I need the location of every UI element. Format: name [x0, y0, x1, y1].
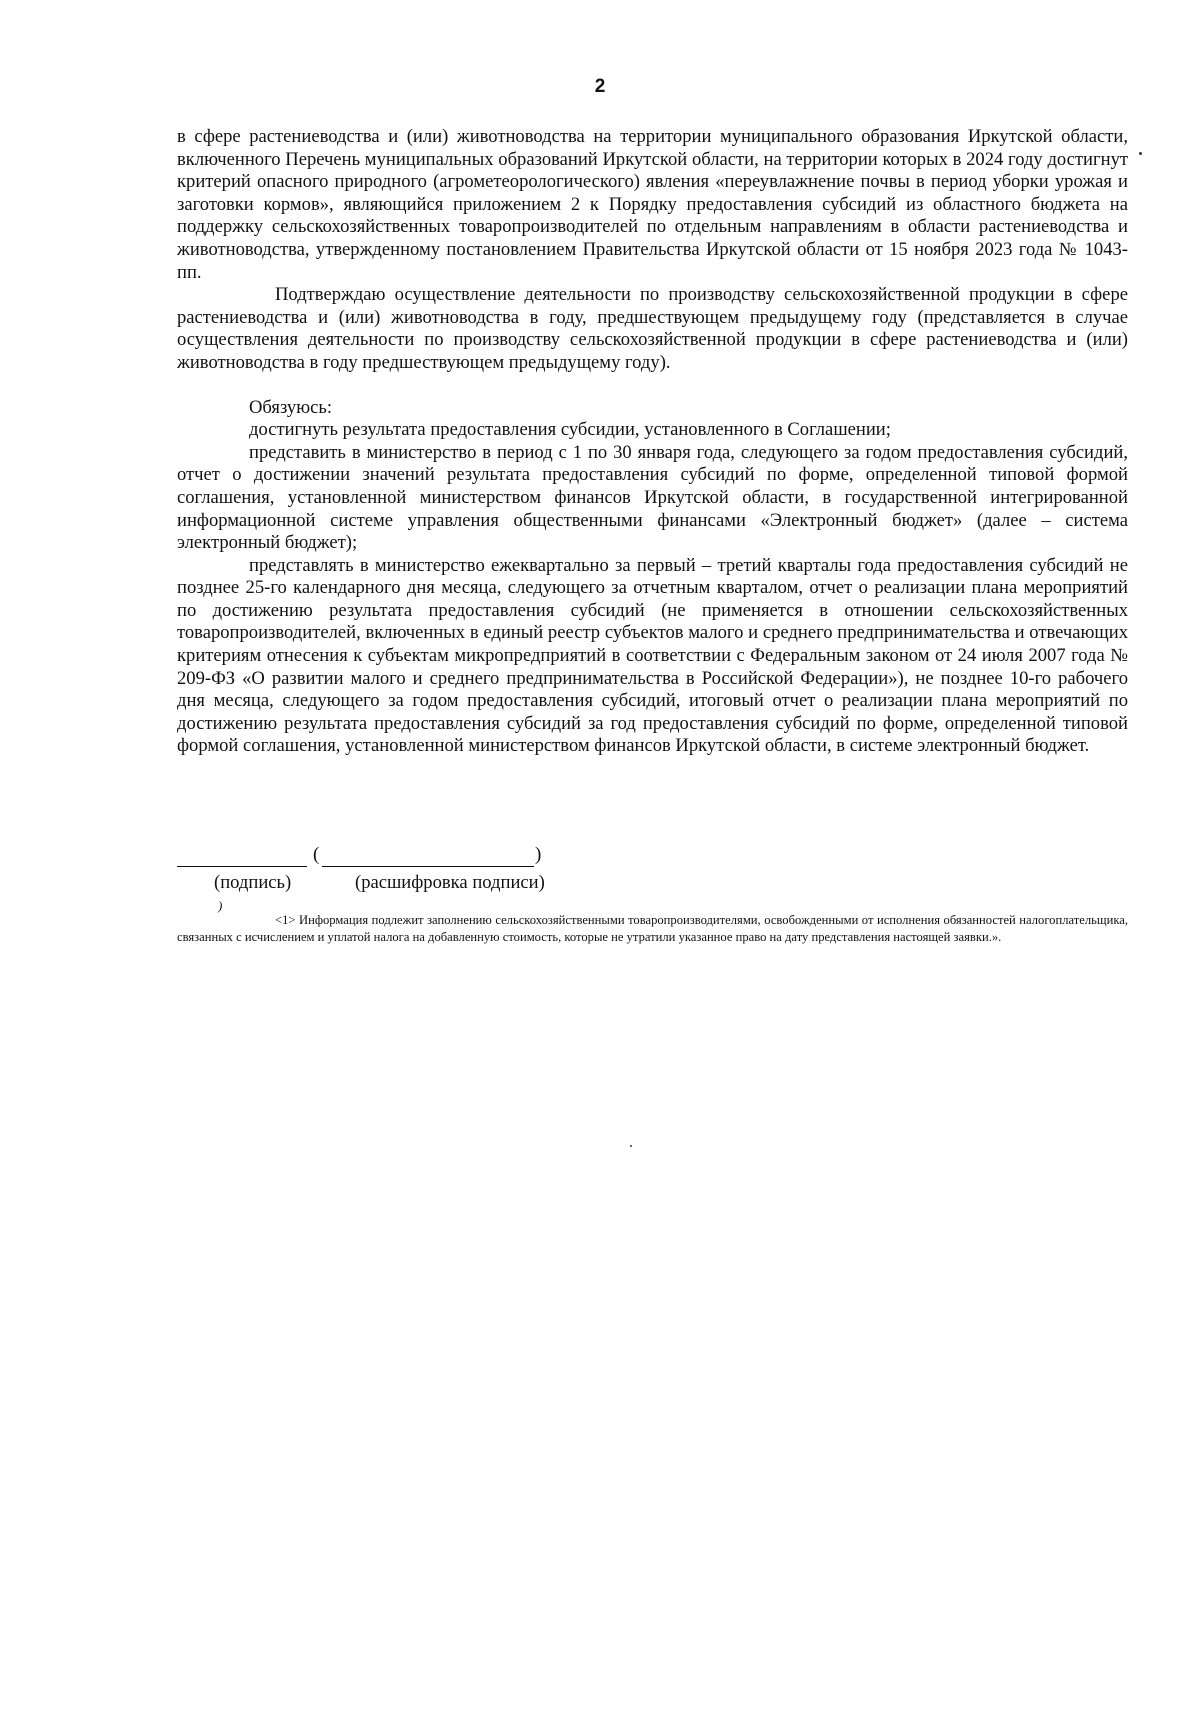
decoding-open-paren: (	[313, 844, 320, 865]
page-number: 2	[594, 76, 606, 97]
scan-speck	[1139, 152, 1142, 155]
paragraph-obligation-quarterly-report: представлять в министерство ежеквартально за первый – третий кварталы года предоставления субсидий не позднее 25-го календарного дня месяца, следующего за отчетным кварталом, отчет о реализации плана мероприятий по достижению результата предоставления субсидий (не применяется в отношении сельскохозяйственных товаропроизводителей, включенных в единый реестр субъектов малого и среднего предпринимательства и отвечающих критериям отнесения к субъектам микропредприятий в соответствии с Федеральным законом от 24 июля 2007 года № 209-ФЗ «О развитии малого и среднего предпринимательства в Российской Федерации»), не позднее 10-го рабочего дня месяца, следующего за годом предоставления субсидий, итоговый отчет о реализации плана мероприятий по достижению результата предоставления субсидий за год предоставления субсидий по форме, определенной типовой формой соглашения, установленной министерством финансов Иркутской области, в системе электронный бюджет.	[177, 554, 1128, 757]
decoding-close-paren: )	[535, 844, 542, 865]
signature-line	[177, 866, 307, 867]
paragraph-territory: в сфере растениеводства и (или) животноводства на территории муниципального образования Иркутской области, включенного Перечень муниципальных образований Иркутской области, на территории которых в 2024 году достигнут критерий опасного природного (агрометеорологического) явления «переувлажнение почвы в период уборки урожая и заготовки кормов», являющийся приложением 2 к Порядку предоставления субсидий из областного бюджета на поддержку сельскохозяйственных товаропроизводителей по отдельным направлениям в области растениеводства и животноводства, утвержденному постановлением Правительства Иркутской области от 15 ноября 2023 года № 1043-пп.	[177, 126, 1128, 283]
footnote-mark: )	[218, 898, 223, 913]
document-body	[177, 126, 1128, 758]
signature-label: (подпись)	[214, 872, 292, 893]
paragraph-confirmation: Подтверждаю осуществление деятельности по производству сельскохозяйственной продукции в сфере растениеводства и (или) животноводства в году, предшествующем предыдущему году (представляется в случае осуществления деятельности по производству сельскохозяйственной продукции в сфере растениеводства и (или) животноводства в году предшествующем предыдущему году).	[177, 284, 1128, 373]
decoding-label: (расшифровка подписи)	[355, 872, 545, 893]
decoding-line	[322, 866, 534, 867]
scan-speck	[630, 1145, 632, 1147]
paragraph-obligation-heading: Обязуюсь:	[249, 396, 333, 418]
footnote-text: <1> Информация подлежит заполнению сельскохозяйственными товаропроизводителями, освобожденными от исполнения обязанностей налогоплательщика, связанных с исчислением и уплатой налога на добавленную стоимость, которые не утратили указанное право на дату представления настоящей заявки.».	[177, 913, 1128, 944]
paragraph-obligation-annual-report: представить в министерство в период с 1 по 30 января года, следующего за годом предоставления субсидий, отчет о достижении значений результата предоставления субсидий по форме, определенной типовой формой соглашения, установленной министерством финансов Иркутской области, в государственной интегрированной информационной системе управления общественными финансами «Электронный бюджет» (далее – система электронный бюджет);	[177, 441, 1128, 554]
paragraph-spacer	[177, 375, 1128, 397]
paragraph-obligation-result: достигнуть результата предоставления субсидии, установленного в Соглашении;	[249, 419, 891, 441]
signature-block	[177, 846, 597, 896]
